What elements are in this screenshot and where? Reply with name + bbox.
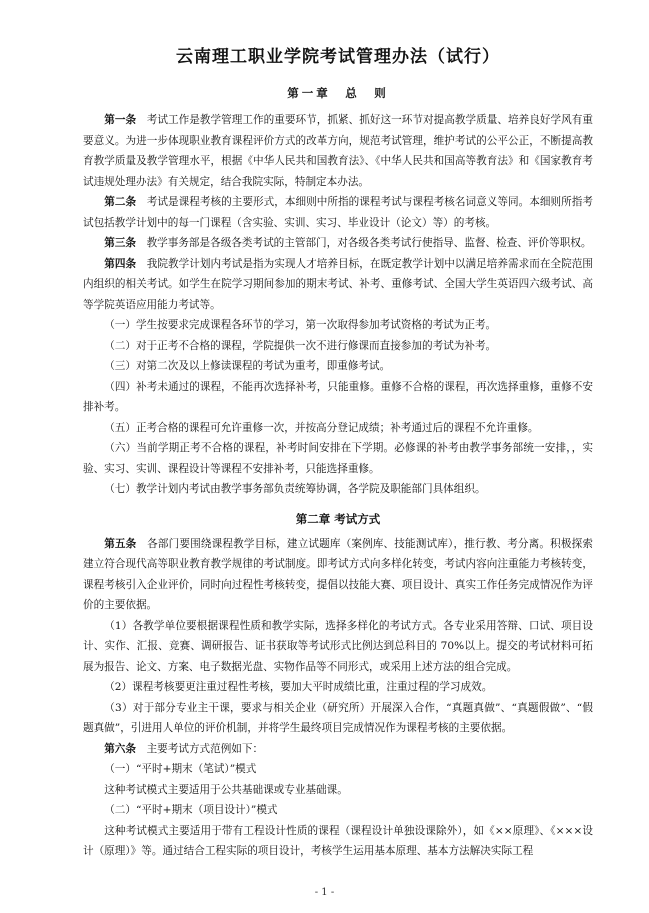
chapter-2-heading: 第二章 考试方式 (295, 511, 381, 526)
article-6-item: （一）“平时+期末（笔试）”模式 (104, 763, 257, 775)
article-5-item: （1）各教学单位要根据课程性质和教学实际，选择多样化的考试方式。各专业采用答辩、口试、项目设计、实作、汇报、竞赛、调研报告、证书获取等考试形式比例达到总科目的 70%以上。提交的考试材料可拓展为报告、论文、方案、电子数据光盘、实物作品等不同形式，或采用上述方法的组合完成。 (83, 619, 593, 673)
article-4-item: （二）对于正考不合格的课程，学院提供一次不进行修课而直接参加的考试为补考。 (104, 339, 497, 352)
article-1-number: 第一条 (104, 114, 137, 126)
article-3-number: 第三条 (104, 237, 136, 249)
article-4-item: （一）学生按要求完成课程各环节的学习，第一次取得参加考试资格的考试为正考。 (104, 319, 497, 331)
article-4-text: 我院教学计划内考试是指为实现人才培养目标，在既定教学计划中以满足培养需求而在全院范围内组织的相关考试。如学生在院学习期间参加的期末考试、补考、重修考试、全国大学生英语四六级考试、高等学院英语应用能力考试等。 (83, 257, 594, 311)
article-3-text: 教学事务部是各级各类考试的主管部门，对各级各类考试行使指导、监督、检查、评价等职权。 (146, 237, 592, 249)
document-title: 云南理工职业学院考试管理办法（试行） (176, 47, 500, 67)
article-5-item: （2）课程考核要更注重过程性考核，要加大平时成绩比重，注重过程的学习成效。 (104, 681, 493, 693)
article-4-item: （三）对第二次及以上修读课程的考试为重考，即重修考试。 (104, 360, 391, 372)
article-4-number: 第四条 (104, 257, 137, 270)
article-2 (83, 192, 593, 233)
article-3 (83, 233, 593, 254)
article-6-item: （二）“平时+期末（项目设计）”模式 (104, 804, 278, 816)
article-5-text: 各部门要围绕课程教学目标，建立试题库（案例库、技能测试库），推行教、考分离。积极探索建立符合现代高等职业教育教学规律的考试制度。即考试方式向多样化转变，考试内容向注重能力考核转变，课程考核引入企业评价，同时向过程性考核转变，提倡以技能大赛、项目设计、真实工作任务完成情况作为评价的主要依据。 (83, 537, 593, 611)
article-4-item: （四）补考未通过的课程，不能再次选择补考，只能重修。重修不合格的课程，再次选择重修，重修不安排补考。 (83, 380, 593, 413)
article-6-text: 主要考试方式范例如下： (146, 742, 264, 755)
article-6-number: 第六条 (104, 742, 136, 755)
article-5 (83, 534, 593, 616)
chapter-1-heading: 第一章 总 则 (287, 86, 389, 100)
article-5-number: 第五条 (104, 537, 137, 550)
article-1 (83, 110, 593, 192)
page-number: - 1 - (314, 887, 335, 898)
article-6 (83, 739, 593, 760)
article-1-text: 考试工作是教学管理工作的重要环节，抓紧、抓好这一环节对提高教学质量、培养良好学风有重要意义。为进一步体现职业教育课程评价方式的改革方向，规范考试管理，维护考试的公平公正，不断提高教育教学质量及教学管理水平，根据《中华人民共和国教育法》、《中华人民共和国高等教育法》和《国家教育考试违规处理办法》有关规定，结合我院实际，特制定本办法。 (83, 114, 594, 188)
article-4-item: （七）教学计划内考试由教学事务部负责统筹协调，各学院及职能部门具体组织。 (104, 483, 486, 495)
article-2-number: 第二条 (104, 196, 137, 208)
article-6-item: 这种考试模式主要适用于带有工程设计性质的课程（课程设计单独设课除外），如《××原理》、《×××设计（原理）》等。通过结合工程实际的项目设计，考核学生运用基本原理、基本方法解决实际工程 (83, 824, 593, 857)
article-4-item: （六）当前学期正考不合格的课程，补考时间安排在下学期。必修课的补考由教学事务部统一安排，，实验、实习、实训、课程设计等课程不安排补考，只能选择重修。 (83, 442, 593, 475)
article-5-item: （3）对于部分专业主干课，要求与相关企业（研究所）开展深入合作，“真题真做”、“真题假做”、“假题真做”，引进用人单位的评价机制，并将学生最终项目完成情况作为课程考核的主要依据。 (83, 701, 593, 734)
document-page (83, 44, 593, 862)
article-4-item: （五）正考合格的课程可允许重修一次，并按高分登记成绩；补考通过后的课程不允许重修。 (104, 421, 539, 434)
article-4 (83, 254, 593, 316)
article-2-text: 考试是课程考核的主要形式，本细则中所指的课程考试与课程考核名词意义等同。本细则所指考试包括教学计划中的每一门课程（含实验、实训、实习、毕业设计（论文）等）的考核。 (83, 196, 594, 229)
article-6-item: 这种考试模式主要适用于公共基础课或专业基础课。 (104, 783, 348, 796)
